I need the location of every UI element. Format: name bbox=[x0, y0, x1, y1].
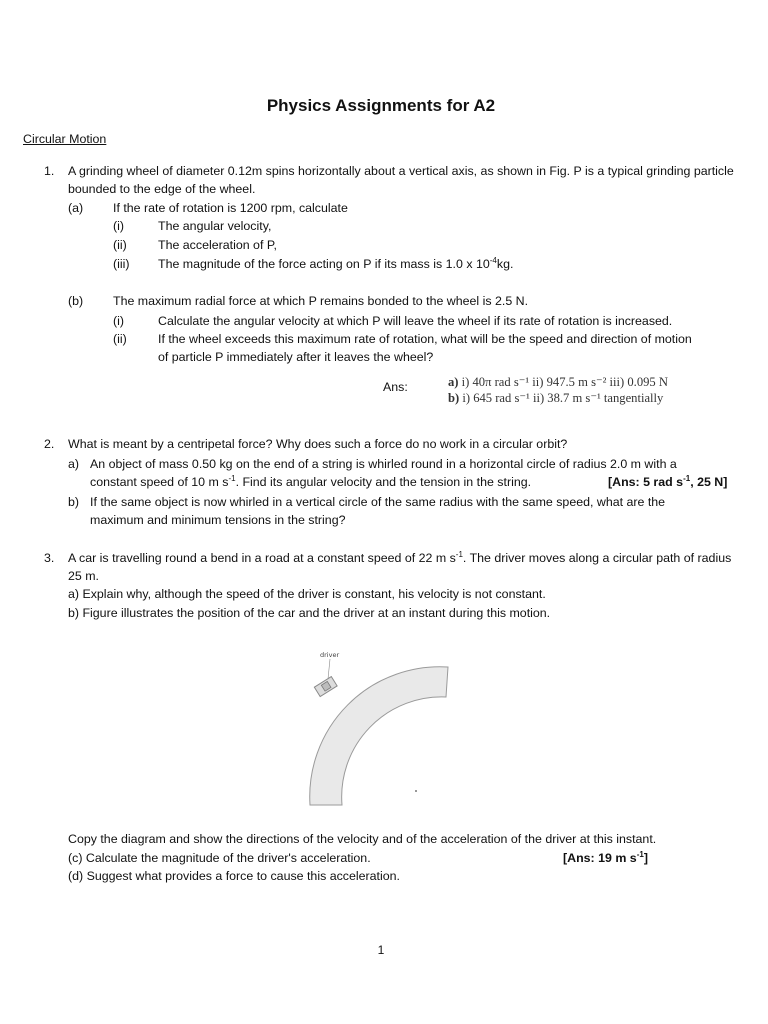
q3-copy-text: Copy the diagram and show the directions of the velocity and of the acceleration of the driver at this instant. bbox=[68, 832, 657, 846]
driver-pointer-line bbox=[328, 659, 330, 679]
q2-a-line1: An object of mass 0.50 kg on the end of a string is whirled round in a horizontal circle of radius 2.0 m with a bbox=[90, 457, 677, 471]
car-shape bbox=[314, 677, 337, 697]
q3-c-text: (c) Calculate the magnitude of the driver's acceleration. bbox=[68, 851, 371, 865]
q3-a-text: a) Explain why, although the speed of the driver is constant, his velocity is not constant. bbox=[68, 587, 546, 601]
road-bend-figure bbox=[270, 645, 470, 815]
q1-b-ii-label: (ii) bbox=[113, 332, 127, 346]
q1-a-i-label: (i) bbox=[113, 219, 125, 233]
q1-a-iii-text: The magnitude of the force acting on P if its mass is 1.0 x $10^{-4}kg$. bbox=[158, 255, 514, 271]
q1-intro-line1: A grinding wheel of diameter 0.12m spins horizontally about a vertical axis, as shown in Fig. P is a typical grinding particle bbox=[68, 164, 734, 178]
q3-line1: A car is travelling round a bend in a road at a constant speed of 22 m $s^{-1}$. The driver moves along a circular path of radius bbox=[68, 549, 732, 565]
q2-b-line2: maximum and minimum tensions in the string? bbox=[90, 513, 346, 527]
q2-number: 2. bbox=[44, 437, 55, 451]
q1-b-label: (b) bbox=[68, 294, 84, 308]
figure-driver-label: driver bbox=[320, 651, 340, 659]
page-number: 1 bbox=[377, 943, 385, 957]
page-title: Physics Assignments for A2 bbox=[266, 96, 496, 115]
q1-ans-a: a) i) 40π rad s⁻¹ ii) 947.5 m s⁻² iii) 0.095 N bbox=[448, 375, 668, 389]
q1-a-text: If the rate of rotation is 1200 rpm, calculate bbox=[113, 201, 348, 215]
q2-a-line2: constant speed of 10 m $s^{-1}$. Find its angular velocity and the tension in the string. bbox=[90, 473, 532, 489]
q1-b-ii-text-cont: of particle P immediately after it leaves the wheel? bbox=[158, 350, 434, 364]
q3-d-text: (d) Suggest what provides a force to cause this acceleration. bbox=[68, 869, 400, 883]
q1-b-i-text: Calculate the angular velocity at which P will leave the wheel if its rate of rotation is increased. bbox=[158, 314, 673, 328]
q3-c-answer: [Ans: 19 m $s^{-1}$] bbox=[563, 849, 648, 865]
q3-line2: 25 m. bbox=[68, 569, 99, 583]
q1-a-iii-label: (iii) bbox=[113, 257, 130, 271]
q1-a-label: (a) bbox=[68, 201, 84, 215]
q2-b-label: b) bbox=[68, 495, 80, 509]
q1-b-i-label: (i) bbox=[113, 314, 125, 328]
q1-a-i-text: The angular velocity, bbox=[158, 219, 272, 233]
q2-a-answer: [Ans: 5 rad $s^{-1}$, 25 N] bbox=[608, 473, 728, 489]
q3-b-text: b) Figure illustrates the position of the car and the driver at an instant during this motion. bbox=[68, 606, 551, 620]
q1-b-ii-text: If the wheel exceeds this maximum rate of rotation, what will be the speed and direction of motion bbox=[158, 332, 692, 346]
q1-ans-b: b) i) 645 rad s⁻¹ ii) 38.7 m s⁻¹ tangentially bbox=[448, 391, 664, 405]
q2-intro: What is meant by a centripetal force? Why does such a force do no work in a circular orbit? bbox=[68, 437, 568, 451]
q1-ans-label: Ans: bbox=[383, 380, 408, 394]
q2-a-label: a) bbox=[68, 457, 80, 471]
q1-intro-line2: bounded to the edge of the wheel. bbox=[68, 182, 256, 196]
q2-b-line1: If the same object is now whirled in a vertical circle of the same radius with the same speed, what are the bbox=[90, 495, 666, 509]
q1-number: 1. bbox=[44, 164, 55, 178]
q1-b-text: The maximum radial force at which P remains bonded to the wheel is 2.5 N. bbox=[113, 294, 529, 308]
section-heading: Circular Motion bbox=[23, 132, 107, 146]
q3-number: 3. bbox=[44, 551, 55, 565]
q1-a-ii-label: (ii) bbox=[113, 238, 127, 252]
q1-a-ii-text: The acceleration of P, bbox=[158, 238, 277, 252]
